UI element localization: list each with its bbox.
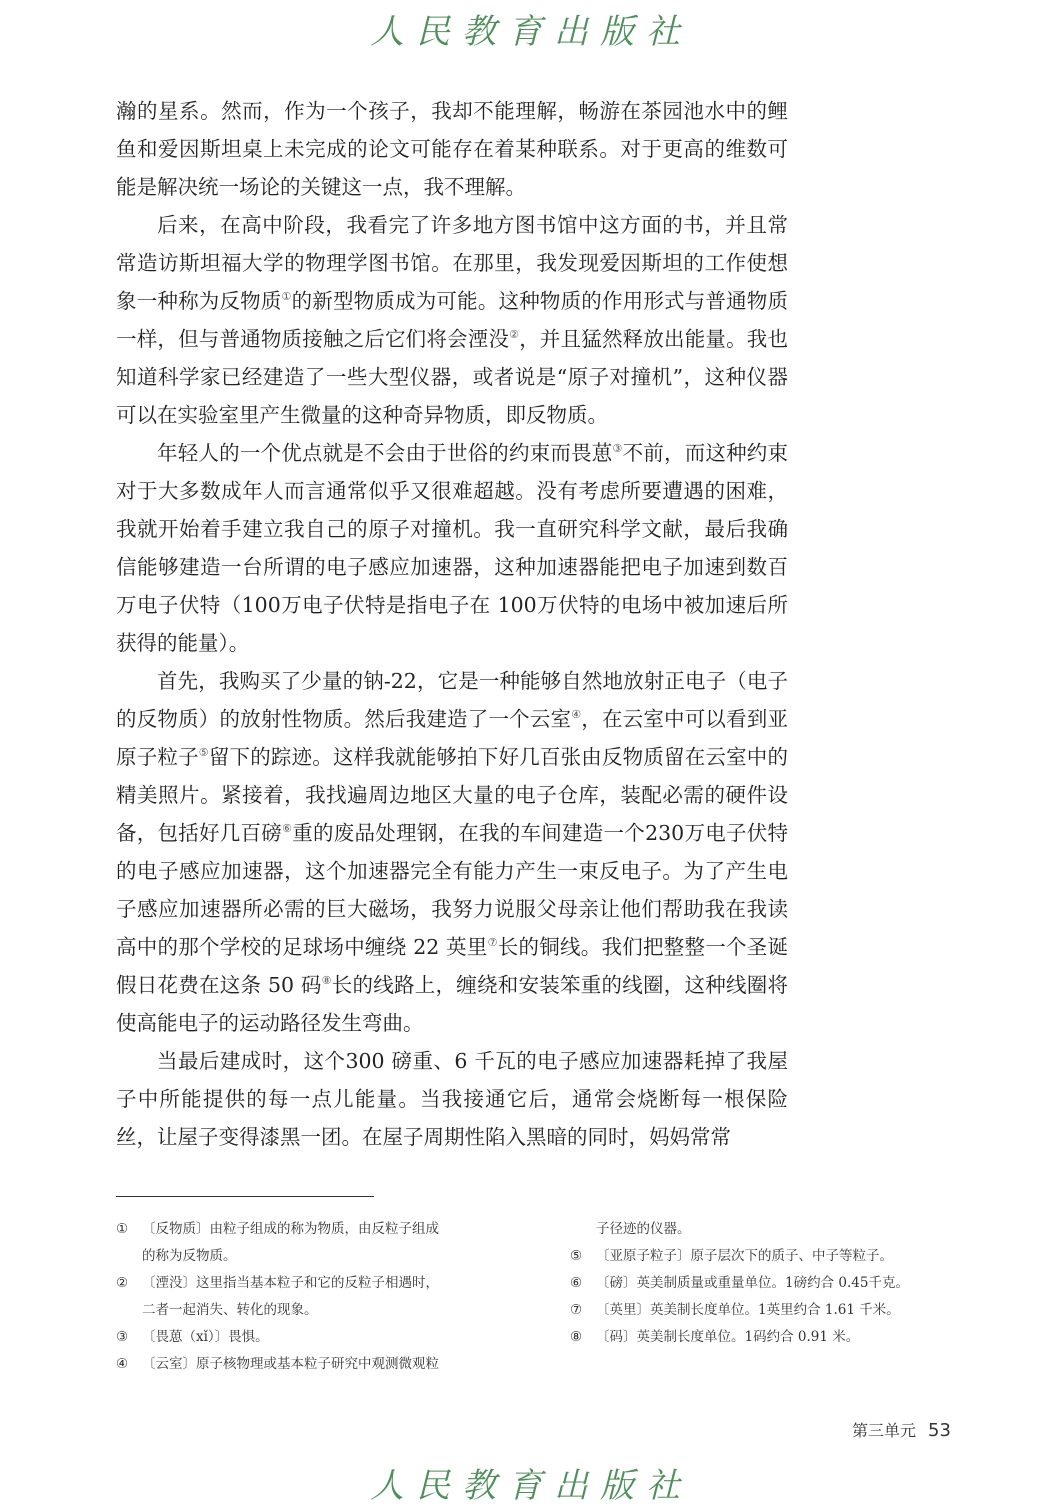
footnote-number: ② (116, 1275, 129, 1291)
page-number: 53 (928, 1420, 951, 1441)
paragraph-text: ，并且猛然释放出能量。我也知道科学家已经建造了一些大型仪器，或者说是“原子对撞机”，这种仪器可以在实验室里产生微量的这种奇异物质，即反物质。 (116, 327, 788, 427)
paragraph-text: 长的铜线。我们把整整一个圣诞假日花费在这条 50 码 (116, 935, 788, 997)
footnote-number: ④ (116, 1356, 129, 1372)
footnote-text: 〔湮没〕这里指当基本粒子和它的反粒子相遇时， (142, 1275, 439, 1291)
paragraph-text: 瀚的星系。然而，作为一个孩子，我却不能理解，畅游在茶园池水中的鲤鱼和爱因斯坦桌上未完成的论文可能存在着某种联系。对于更高的维数可能是解决统一场论的关键这一点，我不理解。 (116, 99, 788, 199)
paragraph-text: ，在云室中可以看到亚原子粒子 (116, 707, 789, 769)
footnote-marker: ② (509, 328, 520, 342)
footnote-number: ⑧ (570, 1329, 583, 1345)
paragraph-text: 当最后建成时，这个300 磅重、6 千瓦的电子感应加速器耗掉了我屋子中所能提供的每一点儿能量。当我接通它后，通常会烧断每一根保险丝，让屋子变得漆黑一团。在屋子周期性陷入黑暗的同时，妈妈常常 (116, 1049, 788, 1149)
footnote-number: ① (116, 1221, 129, 1237)
paragraph-text: 重的废品处理钢，在我的车间建造一个230万电子伏特的电子感应加速器，这个加速器完全有能力产生一束反电子。为了产生电子感应加速器所必需的巨大磁场，我努力说服父母亲让他们帮助我在我读高中的那个学校的足球场中缠绕 22 英里 (116, 821, 788, 959)
footnote-item (570, 1324, 970, 1351)
footnotes-left-column (116, 1216, 526, 1378)
footnote-marker: ⑤ (198, 746, 209, 760)
paragraph (116, 206, 788, 434)
footnote-item (116, 1270, 526, 1297)
paragraph (116, 92, 788, 206)
paragraph-text: 留下的踪迹。这样我就能够拍下好几百张由反物质留在云室中的精美照片。紧接着，我找遍周边地区大量的电子仓库，装配必需的硬件设备，包括好几百磅 (116, 745, 788, 845)
footnote-marker: ④ (571, 708, 582, 722)
paragraph-text: 后来，在高中阶段，我看完了许多地方图书馆中这方面的书，并且常常造访斯坦福大学的物理学图书馆。在那里，我发现爱因斯坦的工作使想象一种称为反物质 (116, 213, 788, 313)
paragraph-text: 首先，我购买了少量的钠-22，它是一种能够自然地放射正电子（电子的反物质）的放射性物质。然后我建造了一个云室 (116, 669, 788, 731)
footnote-continuation: 子径迹的仪器。 (596, 1221, 691, 1237)
footnote-marker: ③ (612, 442, 623, 456)
paragraph-text: 不前，而这种约束对于大多数成年人而言通常似乎又很难超越。没有考虑所要遭遇的困难，我就开始着手建立我自己的原子对撞机。我一直研究科学文献，最后我确信能够建造一台所谓的电子感应加速器，这种加速器能把电子加速到数百万电子伏特（100万电子伏特是指电子在 100万伏特的电场中被加速后所获得的能量）。 (116, 441, 789, 655)
footnote-number: ⑤ (570, 1248, 583, 1264)
footnote-item (570, 1297, 970, 1324)
footnote-marker: ⑥ (282, 822, 293, 836)
paragraph (116, 662, 788, 1042)
footnote-continuation: 的称为反物质。 (142, 1248, 237, 1264)
footnote-continuation: 二者一起消失、转化的现象。 (142, 1302, 318, 1318)
footnote-text: 〔码〕英美制长度单位。1码约合 0.91 米。 (596, 1329, 860, 1345)
footnotes-right-column (570, 1216, 970, 1351)
paragraph-text: 长的线路上，缠绕和安装笨重的线圈，这种线圈将使高能电子的运动路径发生弯曲。 (116, 973, 788, 1035)
footnote-item (570, 1243, 970, 1270)
footnote-marker: ① (281, 290, 292, 304)
page-footer (852, 1418, 972, 1441)
footnote-text: 〔云室〕原子核物理或基本粒子研究中观测微观粒 (142, 1356, 439, 1372)
footnote-number: ⑦ (570, 1302, 583, 1318)
footnote-marker: ⑧ (321, 974, 332, 988)
footnote-divider (116, 1196, 374, 1197)
paragraph (116, 434, 788, 662)
footnote-item (570, 1270, 970, 1297)
footnote-text: 〔畏葸（xǐ）〕畏惧。 (142, 1329, 269, 1345)
footnote-text: 〔亚原子粒子〕原子层次下的质子、中子等粒子。 (596, 1248, 893, 1264)
footnote-marker: ⑦ (487, 936, 498, 950)
footnote-text: 〔英里〕英美制长度单位。1英里约合 1.61 千米。 (596, 1302, 900, 1318)
publisher-watermark-top: 人民教育出版社 (370, 12, 692, 52)
paragraph-text: 年轻人的一个优点就是不会由于世俗的约束而畏葸 (157, 441, 613, 465)
publisher-watermark-bottom: 人民教育出版社 (370, 1466, 692, 1506)
footnote-number: ⑥ (570, 1275, 583, 1291)
footnote-item (116, 1216, 526, 1243)
article-body (116, 92, 788, 1156)
footnote-item (116, 1351, 526, 1378)
paragraph (116, 1042, 788, 1156)
footnote-text: 〔反物质〕由粒子组成的称为物质，由反粒子组成 (142, 1221, 439, 1237)
footnote-number: ③ (116, 1329, 129, 1345)
paragraph-text: 的新型物质成为可能。这种物质的作用形式与普通物质一样，但与普通物质接触之后它们将会湮没 (116, 289, 788, 351)
footnote-item (116, 1324, 526, 1351)
footnote-text: 〔磅〕英美制质量或重量单位。1磅约合 0.45千克。 (596, 1275, 909, 1291)
unit-label: 第三单元 (852, 1421, 917, 1440)
